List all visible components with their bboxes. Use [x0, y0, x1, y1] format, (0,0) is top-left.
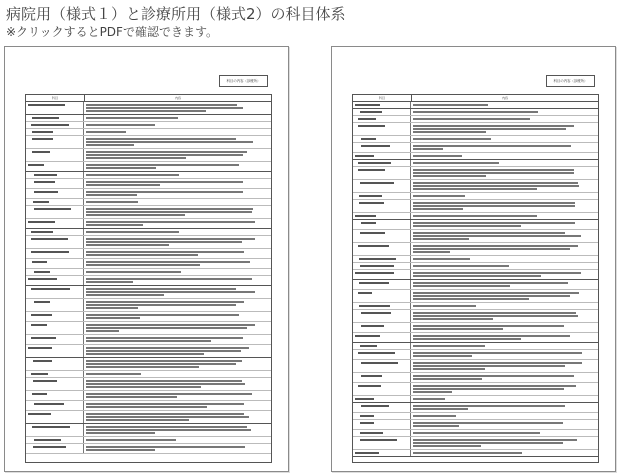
table-row [26, 236, 271, 249]
table-row [26, 136, 271, 149]
table-row [353, 230, 598, 243]
account-table [25, 94, 272, 463]
pdf-thumbnail-hospital[interactable] [4, 46, 289, 472]
table-row [353, 303, 598, 310]
table-row [353, 360, 598, 373]
header-content: 内容 [501, 96, 508, 100]
pdf-note: ※クリックするとPDFで確認できます。 [6, 25, 218, 39]
table-row [353, 109, 598, 116]
page-title: 病院用（様式１）と診療所用（様式2）の科目体系 [6, 5, 346, 23]
table-row [26, 259, 271, 269]
table-row [353, 143, 598, 153]
header-content: 内容 [174, 96, 181, 100]
table-row [26, 115, 271, 122]
table-row [26, 312, 271, 322]
table-row [353, 243, 598, 256]
table-row [26, 286, 271, 299]
account-table [352, 94, 599, 463]
table-row [353, 350, 598, 360]
header-account: 科目 [353, 95, 412, 101]
thumbnail-badge: 科目の内容（診療所） [546, 75, 595, 87]
table-row [26, 391, 271, 401]
table-row [353, 310, 598, 323]
table-row [26, 345, 271, 358]
table-row [353, 116, 598, 123]
table-row [26, 358, 271, 371]
table-row [353, 280, 598, 290]
table-row [353, 193, 598, 200]
table-row [26, 149, 271, 162]
table-row [353, 373, 598, 383]
table-row [26, 444, 271, 454]
table-row [26, 322, 271, 335]
table-row [353, 256, 598, 263]
table-row [353, 213, 598, 220]
table-header [26, 95, 271, 102]
table-row [353, 160, 598, 167]
pdf-thumbnail-clinic[interactable] [331, 46, 616, 472]
table-row [353, 123, 598, 136]
table-row [26, 269, 271, 276]
table-row [26, 335, 271, 345]
table-row [26, 424, 271, 437]
table-row [353, 290, 598, 303]
table-row [353, 167, 598, 180]
table-row [26, 102, 271, 115]
table-row [353, 437, 598, 450]
table-row [26, 229, 271, 236]
table-row [353, 270, 598, 280]
table-row [26, 172, 271, 179]
table-row [353, 396, 598, 403]
table-row [26, 411, 271, 424]
table-row [26, 219, 271, 229]
table-row [353, 430, 598, 437]
table-row [26, 378, 271, 391]
table-row [353, 403, 598, 413]
table-row [26, 129, 271, 136]
table-row [26, 162, 271, 172]
thumbnail-badge: 科目の内容（診療所） [219, 75, 268, 87]
table-row [353, 200, 598, 213]
table-row [353, 153, 598, 160]
table-row [26, 437, 271, 444]
table-row [26, 401, 271, 411]
table-row [26, 249, 271, 259]
table-row [353, 102, 598, 109]
table-row [353, 450, 598, 457]
table-row [26, 299, 271, 312]
table-row [353, 420, 598, 430]
table-rows [26, 102, 271, 454]
table-row [26, 189, 271, 199]
table-row [353, 333, 598, 343]
table-row [26, 122, 271, 129]
table-row [353, 343, 598, 350]
table-row [26, 371, 271, 378]
table-rows [353, 102, 598, 457]
table-row [353, 263, 598, 270]
table-row [26, 199, 271, 206]
table-row [353, 413, 598, 420]
table-header [353, 95, 598, 102]
table-row [26, 206, 271, 219]
table-row [353, 383, 598, 396]
table-row [26, 276, 271, 286]
table-row [26, 179, 271, 189]
header-account: 科目 [26, 95, 85, 101]
table-row [353, 180, 598, 193]
table-row [353, 220, 598, 230]
table-row [353, 136, 598, 143]
table-row [353, 323, 598, 333]
